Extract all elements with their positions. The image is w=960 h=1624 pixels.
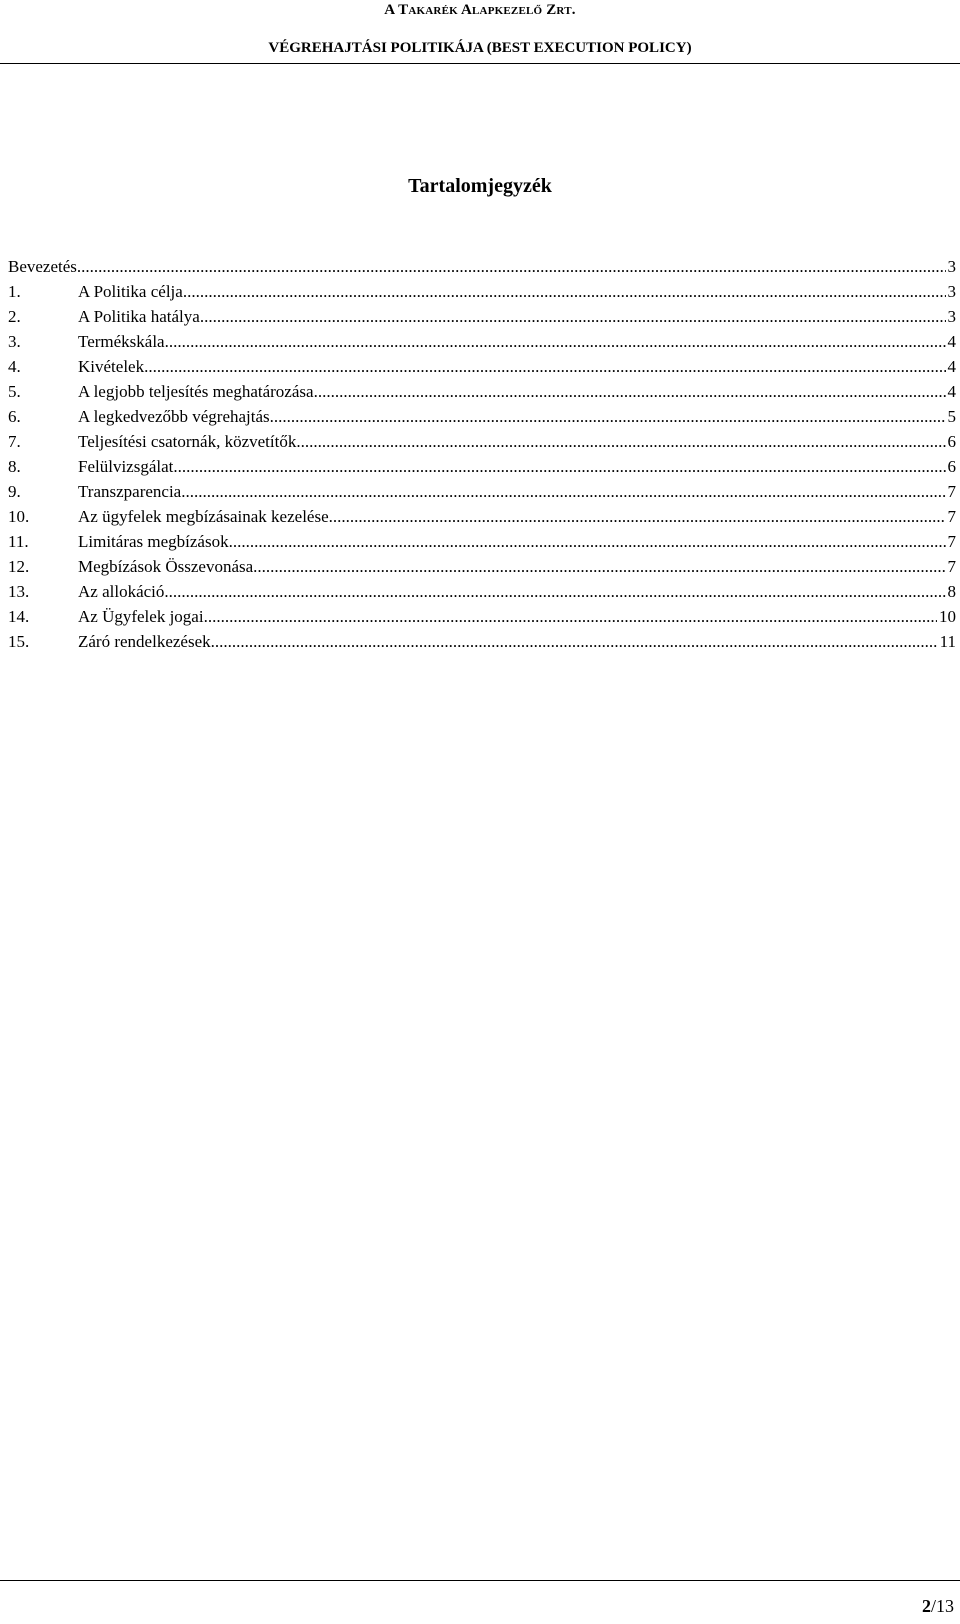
policy-title: VÉGREHAJTÁSI POLITIKÁJA (BEST EXECUTION POLICY): [268, 40, 692, 56]
toc-dot-leader: [329, 504, 946, 529]
toc-dot-leader: [204, 604, 937, 629]
toc-entry-number: 13.: [8, 582, 30, 601]
toc-dot-leader: [164, 579, 945, 604]
toc-entry-number: 5.: [8, 382, 21, 401]
company-name: A Takarék Alapkezelő Zrt.: [384, 2, 576, 18]
toc-entry-number: 6.: [8, 407, 21, 426]
toc-dot-leader: [165, 329, 946, 354]
toc-entry-14[interactable]: [8, 604, 956, 629]
toc-entry-number: 8.: [8, 457, 21, 476]
toc-entry-number: 11.: [8, 532, 29, 551]
toc-entry-number: 14.: [8, 607, 30, 626]
toc-entry-label: A legjobb teljesítés meghatározása: [78, 382, 314, 401]
toc-dot-leader: [296, 429, 945, 454]
toc-entry-number: 3.: [8, 332, 21, 351]
toc-entry-label: Teljesítési csatornák, közvetítők: [78, 432, 297, 451]
toc-entry-number: 12.: [8, 557, 30, 576]
toc-entry-12[interactable]: [8, 554, 956, 579]
toc-dot-leader: [173, 454, 945, 479]
toc-entry-page: 6: [947, 432, 956, 451]
toc-entry-number: 2.: [8, 307, 21, 326]
toc-entry-13[interactable]: [8, 579, 956, 604]
toc-entry-15[interactable]: [8, 629, 956, 654]
page-number-total: 13: [936, 1596, 954, 1616]
toc-entry-page: 7: [947, 507, 956, 526]
toc-entry-9[interactable]: [8, 479, 956, 504]
toc-entry-label: Kivételek: [78, 357, 145, 376]
toc-entry-number: 4.: [8, 357, 21, 376]
toc-entry-4[interactable]: [8, 354, 956, 379]
toc-entry-2[interactable]: [8, 304, 956, 329]
toc-entry-page: 8: [947, 582, 956, 601]
table-of-contents: [8, 254, 956, 654]
toc-entry-page: 10: [939, 607, 956, 626]
toc-dot-leader: [270, 404, 946, 429]
toc-entry-label: Limitáras megbízások: [78, 532, 229, 551]
toc-dot-leader: [200, 304, 946, 329]
toc-entry-page: 3: [947, 257, 956, 276]
toc-entry-11[interactable]: [8, 529, 956, 554]
page-number-current: 2: [921, 1596, 931, 1616]
toc-entry-page: 7: [947, 557, 956, 576]
toc-entry-label: Termékskála: [78, 332, 165, 351]
toc-entry-label: Az ügyfelek megbízásainak kezelése: [78, 507, 329, 526]
footer-divider: [0, 1580, 960, 1581]
toc-entry-label: A legkedvezőbb végrehajtás: [78, 407, 270, 426]
toc-entry-page: 3: [947, 282, 956, 301]
toc-entry-introduction[interactable]: [8, 254, 956, 279]
toc-entry-label: Az allokáció: [78, 582, 165, 601]
toc-entry-1[interactable]: [8, 279, 956, 304]
toc-dot-leader: [229, 529, 946, 554]
toc-dot-leader: [211, 629, 938, 654]
toc-dot-leader: [183, 279, 946, 304]
toc-entry-page: 4: [947, 357, 956, 376]
toc-entry-page: 7: [947, 532, 956, 551]
toc-entry-number: 9.: [8, 482, 21, 501]
toc-entry-number: 7.: [8, 432, 21, 451]
toc-entry-7[interactable]: [8, 429, 956, 454]
toc-entry-number: 10.: [8, 507, 30, 526]
toc-entry-label: A Politika célja: [78, 282, 183, 301]
toc-dot-leader: [181, 479, 945, 504]
toc-entry-label: Bevezetés: [8, 257, 77, 276]
toc-entry-page: 11: [939, 632, 956, 651]
toc-entry-number: 1.: [8, 282, 21, 301]
toc-dot-leader: [253, 554, 945, 579]
toc-entry-label: Az Ügyfelek jogai: [78, 607, 204, 626]
toc-entry-8[interactable]: [8, 454, 956, 479]
toc-dot-leader: [314, 379, 946, 404]
toc-entry-10[interactable]: [8, 504, 956, 529]
toc-entry-label: Megbízások Összevonása: [78, 557, 254, 576]
toc-entry-label: A Politika hatálya: [78, 307, 200, 326]
toc-entry-5[interactable]: [8, 379, 956, 404]
page-number: [922, 1596, 954, 1617]
toc-entry-number: 15.: [8, 632, 30, 651]
toc-title: Tartalomjegyzék: [408, 175, 552, 197]
page-number-separator: /: [930, 1596, 936, 1616]
toc-entry-page: 6: [947, 457, 956, 476]
toc-entry-3[interactable]: [8, 329, 956, 354]
toc-entry-label: Felülvizsgálat: [78, 457, 174, 476]
toc-entry-page: 4: [947, 382, 956, 401]
toc-entry-page: 7: [947, 482, 956, 501]
toc-entry-page: 4: [947, 332, 956, 351]
toc-entry-page: 5: [947, 407, 956, 426]
toc-entry-label: Transzparencia: [78, 482, 182, 501]
toc-dot-leader: [77, 254, 946, 279]
toc-entry-6[interactable]: [8, 404, 956, 429]
toc-entry-page: 3: [947, 307, 956, 326]
toc-dot-leader: [144, 354, 945, 379]
header-divider: [0, 63, 960, 64]
toc-entry-label: Záró rendelkezések: [78, 632, 211, 651]
